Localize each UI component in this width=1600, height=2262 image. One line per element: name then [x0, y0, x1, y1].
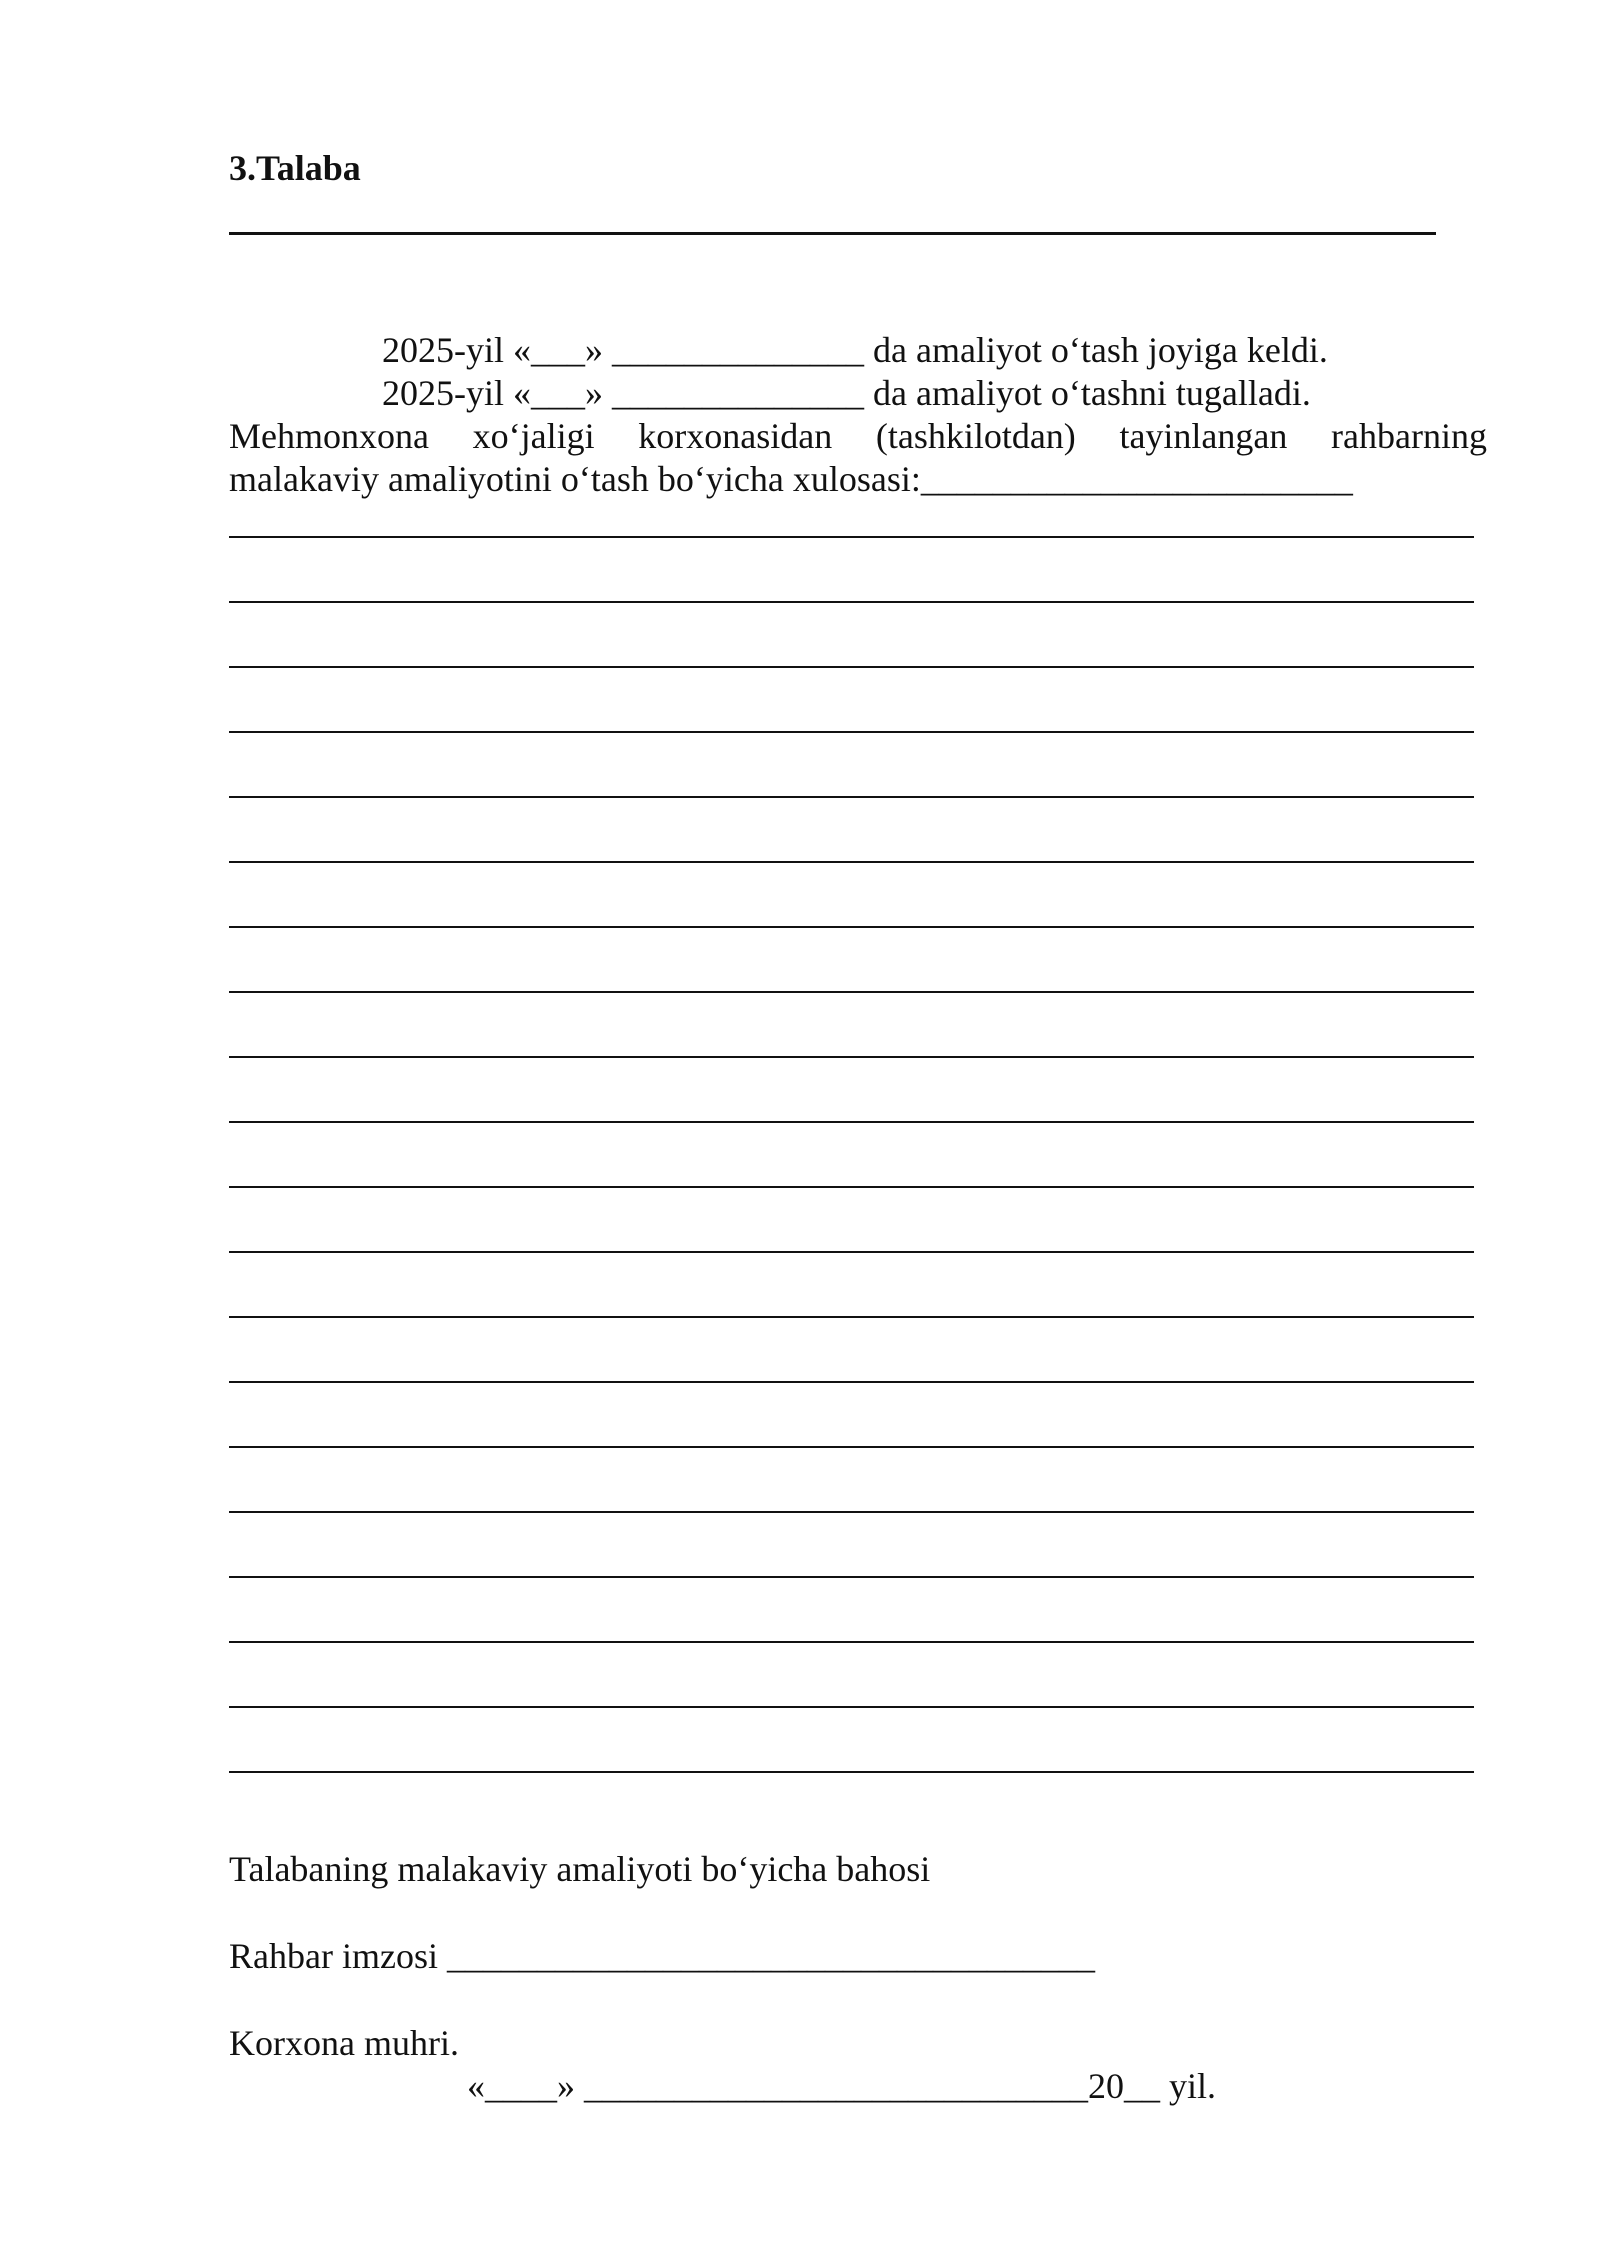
blank-rule-line: [229, 1706, 1474, 1708]
supervisor-signature-line: Rahbar imzosi ____________________________________: [229, 1936, 1095, 1976]
blank-rule-line: [229, 861, 1474, 863]
blank-rule-line: [229, 1381, 1474, 1383]
section-heading: 3.Talaba: [229, 148, 361, 188]
paragraph-word: tayinlangan: [1119, 416, 1288, 456]
blank-rule-line: [229, 536, 1474, 538]
blank-rule-line: [229, 1121, 1474, 1123]
blank-rule-line: [229, 1511, 1474, 1513]
blank-rule-line: [229, 666, 1474, 668]
paragraph-word: Mehmonxona: [229, 416, 429, 456]
paragraph-word: rahbarning: [1331, 416, 1487, 456]
conclusion-label-line: malakaviy amaliyotini o‘tash bo‘yicha xulosasi:________________________: [229, 459, 1353, 499]
company-seal-label: Korxona muhri.: [229, 2023, 459, 2063]
blank-rule-line: [229, 1056, 1474, 1058]
blank-rule-line: [229, 1641, 1474, 1643]
blank-rule-line: [229, 796, 1474, 798]
blank-rule-line: [229, 926, 1474, 928]
blank-rule-line: [229, 991, 1474, 993]
blank-rule-line: [229, 1316, 1474, 1318]
completion-date-line: 2025-yil «___» ______________ da amaliyot o‘tashni tugalladi.: [382, 373, 1311, 413]
paragraph-word: xo‘jaligi: [472, 416, 595, 456]
paragraph-word: korxonasidan: [638, 416, 833, 456]
paragraph-word: (tashkilotdan): [875, 416, 1076, 456]
paragraph-line-justified: [229, 418, 1487, 454]
arrival-date-line: 2025-yil «___» ______________ da amaliyot o‘tash joyiga keldi.: [382, 330, 1328, 370]
student-name-blank-line: [229, 232, 1436, 235]
blank-rule-line: [229, 731, 1474, 733]
blank-rule-line: [229, 601, 1474, 603]
final-date-line: «____» ____________________________20__ yil.: [467, 2066, 1217, 2106]
blank-rule-line: [229, 1771, 1474, 1773]
blank-rule-line: [229, 1186, 1474, 1188]
grade-label: Talabaning malakaviy amaliyoti bo‘yicha bahosi: [229, 1849, 931, 1889]
blank-rule-line: [229, 1251, 1474, 1253]
blank-rule-line: [229, 1446, 1474, 1448]
blank-rule-line: [229, 1576, 1474, 1578]
